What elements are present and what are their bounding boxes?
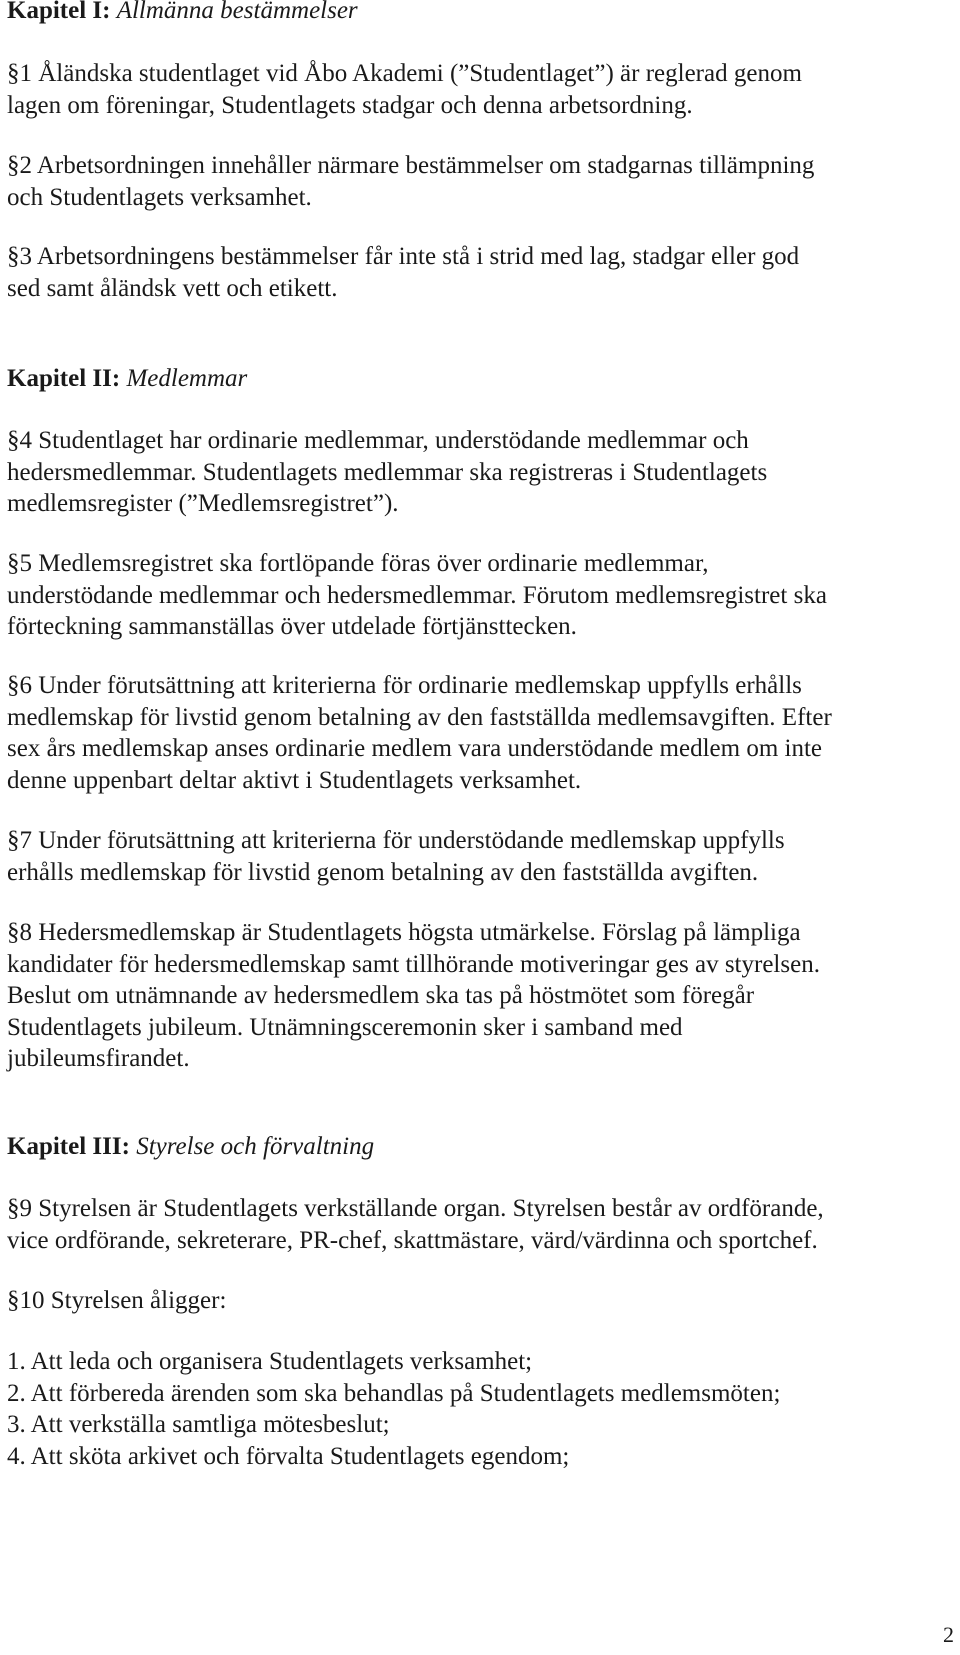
- paragraph-line: och Studentlagets verksamhet.: [7, 183, 312, 211]
- paragraph-line: sex års medlemskap anses ordinarie medlem vara understödande medlem om inte: [7, 735, 823, 762]
- paragraph-line: lagen om föreningar, Studentlagets stadgar och denna arbetsordning.: [7, 91, 693, 119]
- paragraph-line: vice ordförande, sekreterare, PR-chef, skattmästare, värd/värdinna och sportchef.: [7, 1226, 818, 1254]
- list-item: 3. Att verkställa samtliga mötesbeslut;: [7, 1411, 390, 1438]
- paragraph-line: sed samt åländsk vett och etikett.: [7, 274, 338, 302]
- paragraph-line: hedersmedlemmar. Studentlagets medlemmar ska registreras i Studentlagets: [7, 458, 768, 486]
- paragraph-4: [7, 425, 952, 520]
- paragraph-line: denne uppenbart deltar aktivt i Studentlagets verksamhet.: [7, 766, 582, 794]
- paragraph-1: [7, 58, 952, 121]
- paragraph-line: understödande medlemmar och hedersmedlemmar. Förutom medlemsregistret ska: [7, 581, 827, 609]
- paragraph-line: §9 Styrelsen är Studentlagets verkställande organ. Styrelsen består av ordförande,: [7, 1195, 824, 1222]
- chapter-3-title: Styrelse och förvaltning: [136, 1133, 375, 1160]
- paragraph-line: §5 Medlemsregistret ska fortlöpande föras över ordinarie medlemmar,: [7, 550, 709, 577]
- paragraph-line: §4 Studentlaget har ordinarie medlemmar, understödande medlemmar och: [7, 427, 749, 454]
- paragraph-line: jubileumsfirandet.: [7, 1045, 190, 1072]
- paragraph-10: [7, 1285, 952, 1317]
- chapter-3-label: Kapitel III:: [7, 1133, 130, 1160]
- paragraph-6: [7, 670, 952, 796]
- paragraph-line: §7 Under förutsättning att kriterierna för understödande medlemskap uppfylls: [7, 827, 785, 854]
- chapter-2-heading: [7, 363, 952, 395]
- paragraph-line: Beslut om utnämnande av hedersmedlem ska tas på höstmötet som föregår: [7, 982, 755, 1009]
- paragraph-5: [7, 548, 952, 643]
- chapter-3-heading: [7, 1131, 952, 1163]
- paragraph-8: [7, 917, 952, 1075]
- paragraph-line: §10 Styrelsen åligger:: [7, 1287, 227, 1314]
- duties-list: [7, 1346, 952, 1472]
- chapter-1-title: Allmänna bestämmelser: [116, 0, 358, 24]
- paragraph-line: §2 Arbetsordningen innehåller närmare bestämmelser om stadgarnas tillämpning: [7, 152, 815, 179]
- list-item: 2. Att förbereda ärenden som ska behandlas på Studentlagets medlemsmöten;: [7, 1379, 781, 1407]
- paragraph-line: §6 Under förutsättning att kriterierna för ordinarie medlemskap uppfylls erhålls: [7, 672, 802, 699]
- paragraph-line: §1 Åländska studentlaget vid Åbo Akademi (”Studentlaget”) är reglerad genom: [7, 60, 802, 87]
- paragraph-line: medlemsregister (”Medlemsregistret”).: [7, 490, 399, 517]
- paragraph-line: §8 Hedersmedlemskap är Studentlagets högsta utmärkelse. Förslag på lämpliga: [7, 919, 801, 946]
- page-number: 2: [943, 1622, 954, 1647]
- paragraph-9: [7, 1193, 952, 1256]
- paragraph-7: [7, 825, 952, 888]
- paragraph-line: erhålls medlemskap för livstid genom betalning av den fastställda avgiften.: [7, 858, 759, 886]
- chapter-1-heading: [7, 0, 952, 27]
- paragraph-3: [7, 241, 952, 304]
- paragraph-line: §3 Arbetsordningens bestämmelser får inte stå i strid med lag, stadgar eller god: [7, 243, 800, 270]
- chapter-2-label: Kapitel II:: [7, 365, 121, 392]
- chapter-1-label: Kapitel I:: [7, 0, 111, 24]
- paragraph-line: kandidater för hedersmedlemskap samt tillhörande motiveringar ges av styrelsen.: [7, 950, 820, 978]
- chapter-2-title: Medlemmar: [126, 365, 248, 392]
- list-item: 4. Att sköta arkivet och förvalta Studentlagets egendom;: [7, 1442, 570, 1470]
- paragraph-line: förteckning sammanställas över utdelade förtjänsttecken.: [7, 613, 577, 640]
- paragraph-line: Studentlagets jubileum. Utnämningsceremonin sker i samband med: [7, 1013, 683, 1041]
- list-item: 1. Att leda och organisera Studentlagets verksamhet;: [7, 1348, 533, 1375]
- paragraph-2: [7, 150, 952, 213]
- paragraph-line: medlemskap för livstid genom betalning av den fastställda medlemsavgiften. Efter: [7, 703, 832, 731]
